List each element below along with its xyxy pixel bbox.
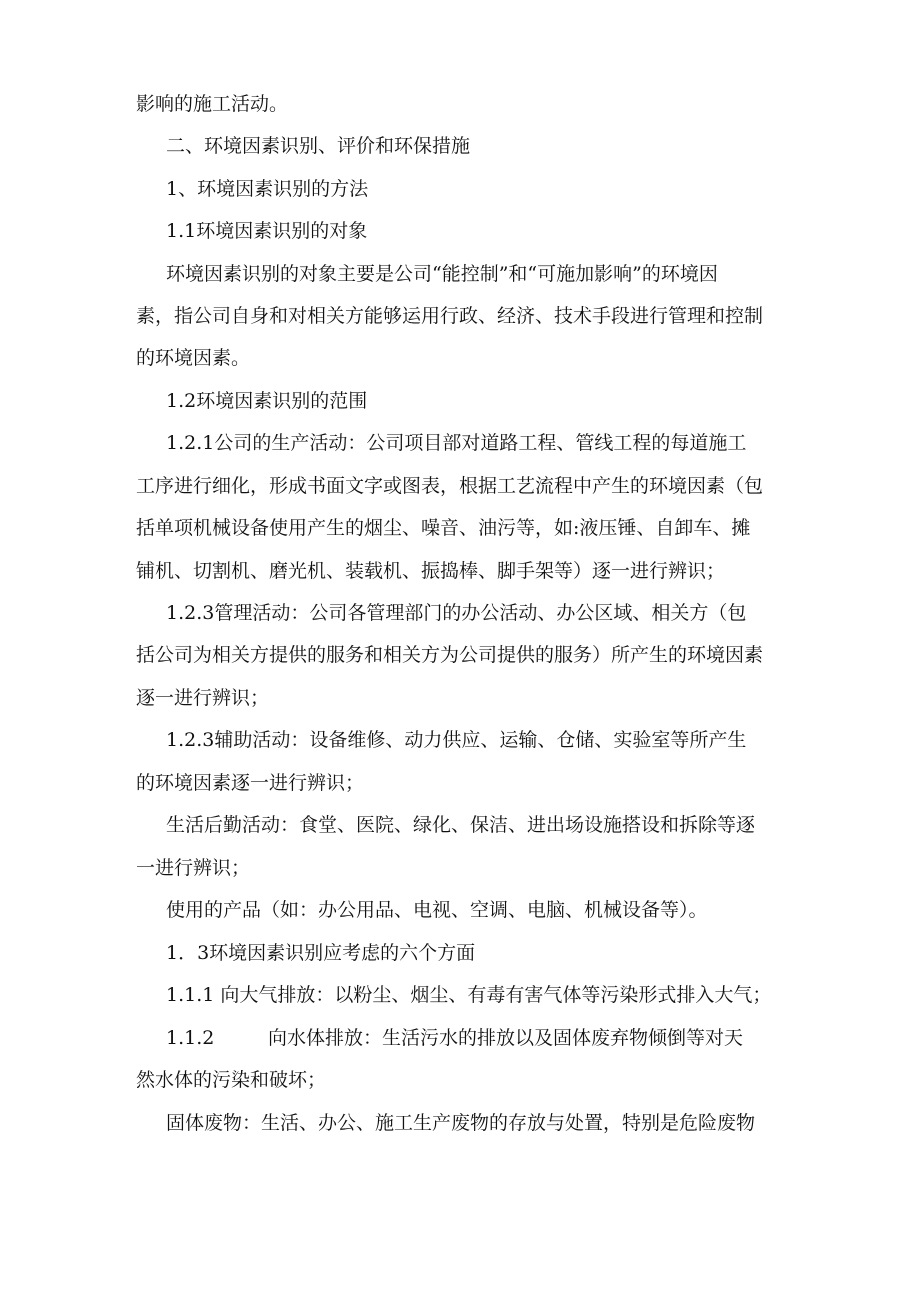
list-number: 1.1.2 [166, 1027, 215, 1049]
section-heading: 二、环境因素识别、评价和环保措施 [166, 135, 471, 157]
text-line: 工序进行细化，形成书面文字或图表，根据工艺流程中产生的环境因素（包 [136, 475, 764, 497]
subsection-heading: 1．3环境因素识别应考虑的六个方面 [166, 942, 476, 964]
subsection-heading: 1、环境因素识别的方法 [166, 178, 369, 200]
text-line: 1.1.1 向大气排放：以粉尘、烟尘、有毒有害气体等污染形式排入大气； [166, 984, 772, 1006]
text-line: 逐一进行辨识； [136, 687, 270, 709]
text-line: 1.2.1公司的生产活动：公司项目部对道路工程、管线工程的每道施工 [166, 432, 747, 454]
text-line: 环境因素识别的对象主要是公司“能控制”和“可施加影响”的环境因 [166, 263, 718, 285]
text-line: 括单项机械设备使用产生的烟尘、噪音、油污等，如:液压锤、自卸车、摊 [136, 517, 751, 539]
text-line: 向水体排放：生活污水的排放以及固体废弃物倾倒等对天 [268, 1027, 744, 1049]
text-line: 然水体的污染和破坏； [136, 1069, 327, 1091]
text-line: 素，指公司自身和对相关方能够运用行政、经济、技术手段进行管理和控制 [136, 305, 764, 327]
text-line: 一进行辨识； [136, 857, 251, 879]
subsection-heading: 1.1环境因素识别的对象 [166, 220, 368, 242]
text-line: 铺机、切割机、磨光机、装载机、振捣棒、脚手架等）逐一进行辨识； [136, 560, 726, 582]
text-line: 1.2.3辅助活动：设备维修、动力供应、运输、仓储、实验室等所产生 [166, 729, 747, 751]
text-line: 的环境因素逐一进行辨识； [136, 772, 365, 794]
subsection-heading: 1.2环境因素识别的范围 [166, 390, 368, 412]
text-line: 1.2.3管理活动：公司各管理部门的办公活动、办公区域、相关方（包 [166, 602, 747, 624]
text-line: 括公司为相关方提供的服务和相关方为公司提供的服务）所产生的环境因素 [136, 644, 764, 666]
text-line: 影响的施工活动。 [136, 93, 289, 115]
text-line: 固体废物：生活、办公、施工生产废物的存放与处置，特别是危险废物 [166, 1112, 756, 1134]
text-line: 使用的产品（如：办公用品、电视、空调、电脑、机械设备等）。 [166, 899, 708, 921]
text-line: 生活后勤活动：食堂、医院、绿化、保洁、进出场设施搭设和拆除等逐 [166, 814, 756, 836]
text-line: 的环境因素。 [136, 347, 251, 369]
